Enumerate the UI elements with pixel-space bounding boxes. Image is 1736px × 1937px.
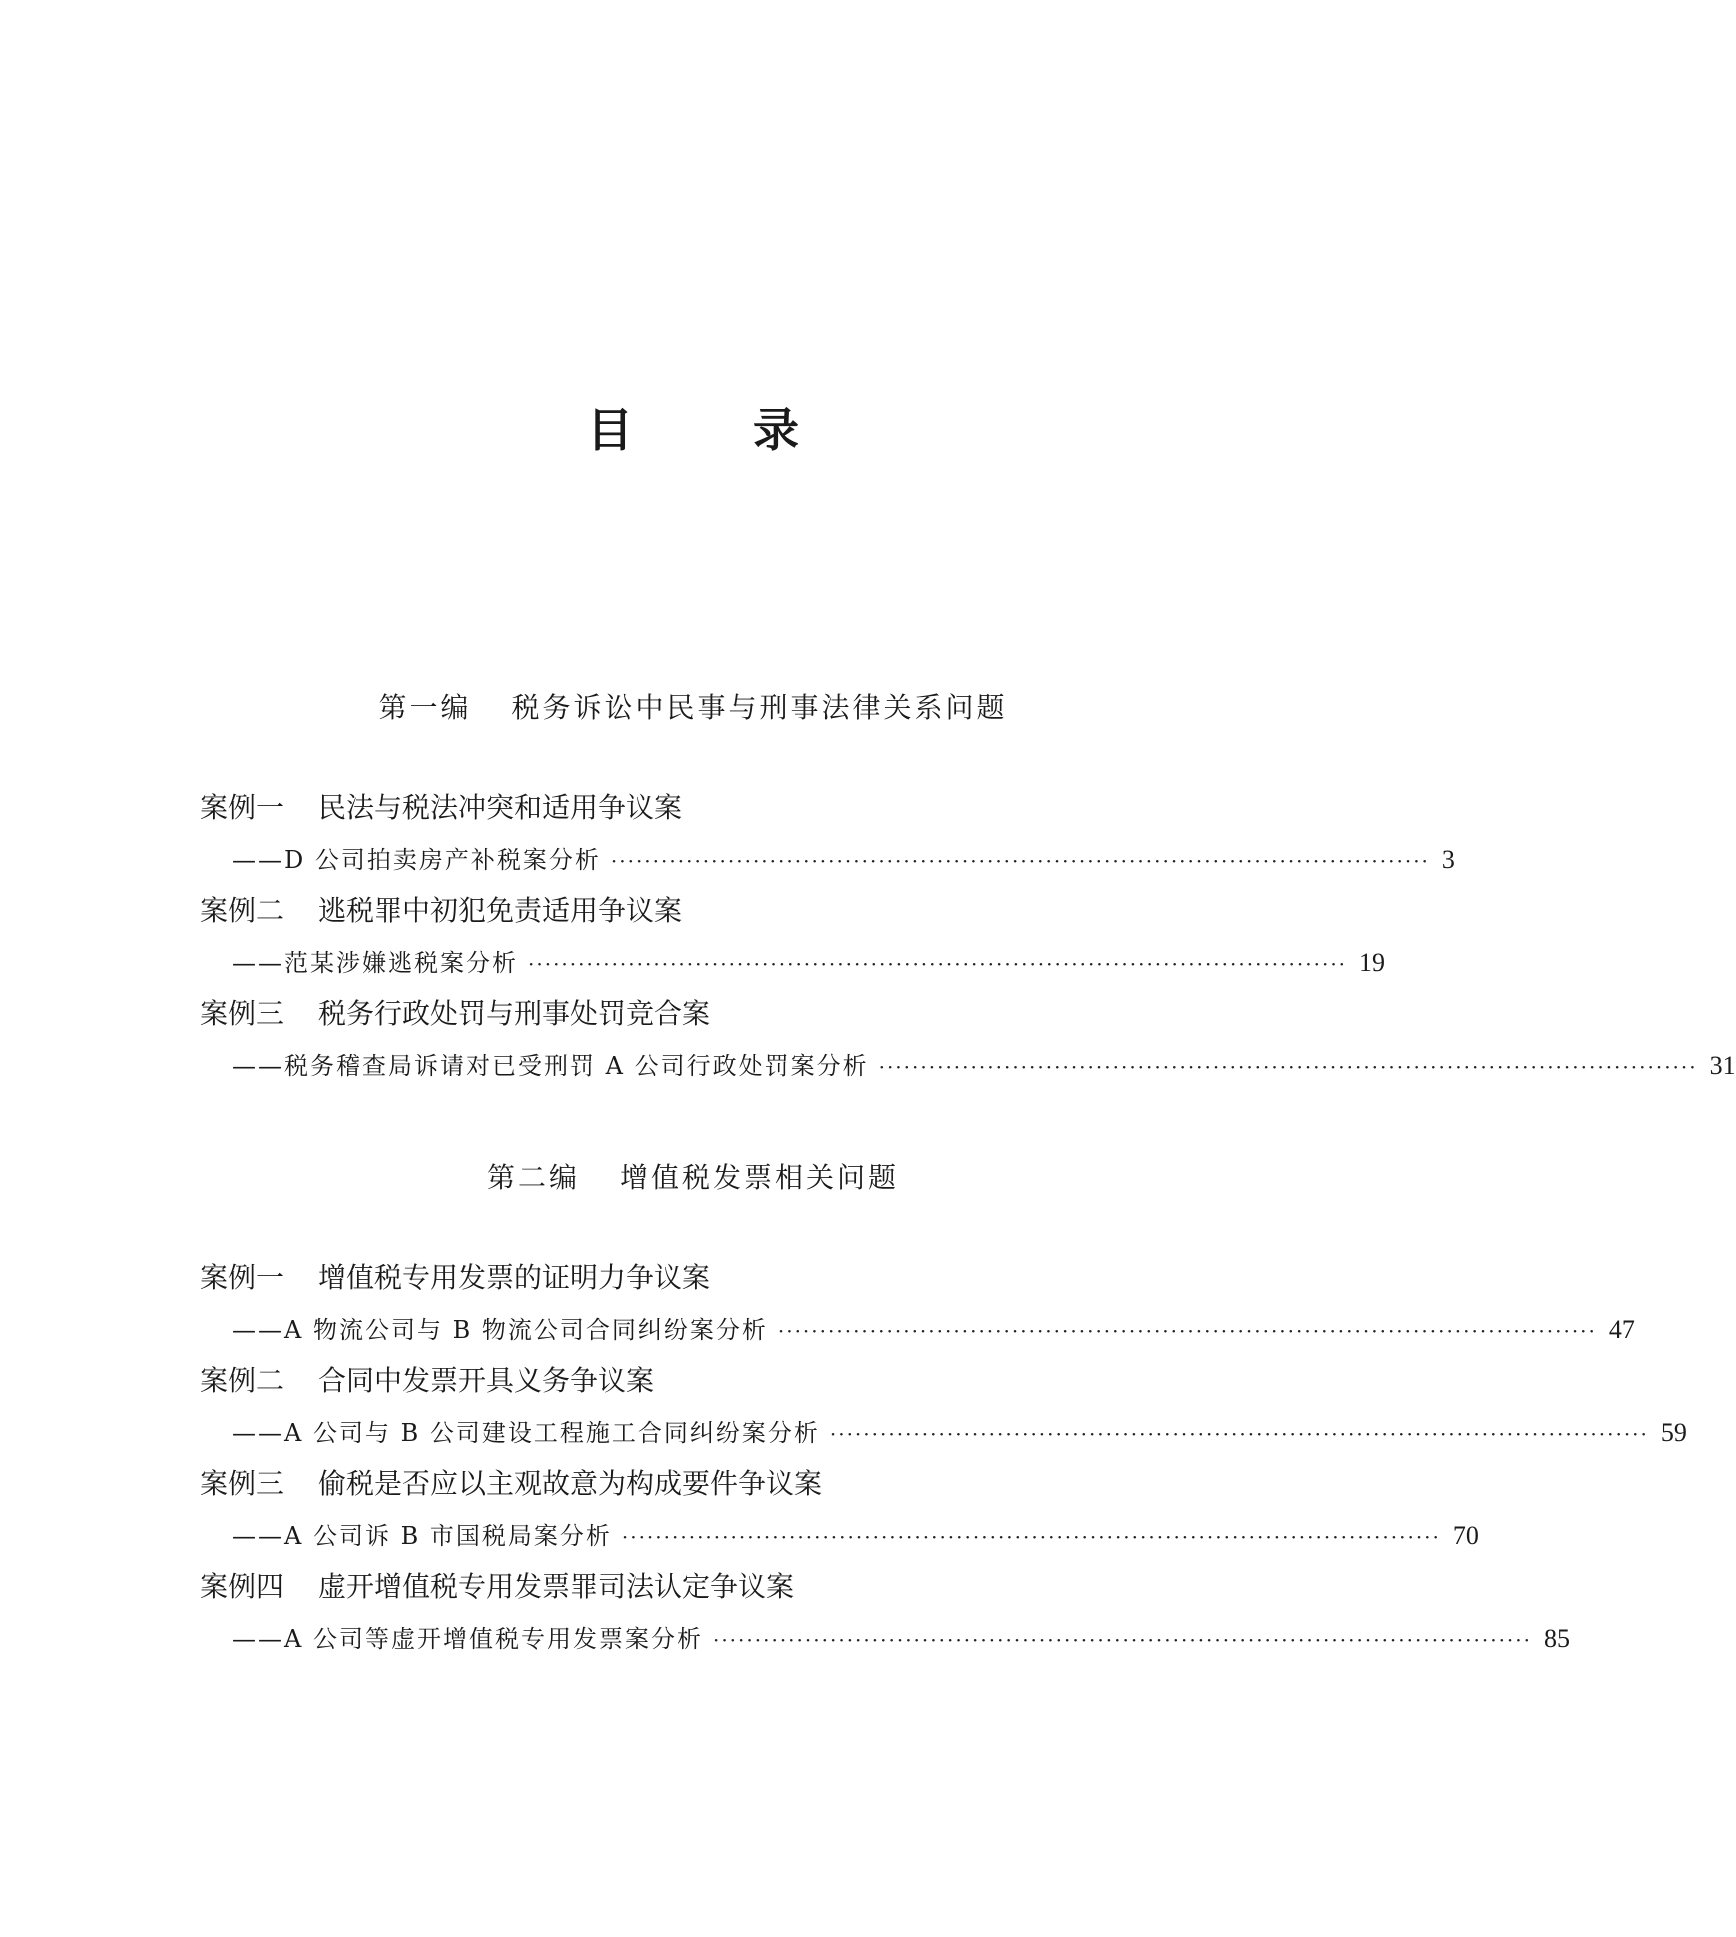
case-title: 逃税罪中初犯免责适用争议案 bbox=[318, 894, 683, 927]
case-title: 偷税是否应以主观故意为构成要件争议案 bbox=[318, 1467, 823, 1500]
toc-entry[interactable] bbox=[200, 996, 1736, 1082]
case-number: 案例二 bbox=[200, 1364, 285, 1397]
part-title: 税务诉讼中民事与刑事法律关系问题 bbox=[511, 691, 1008, 724]
dot-leader: ·································································································· bbox=[829, 1422, 1649, 1446]
case-heading bbox=[200, 893, 1200, 929]
page-number: 19 bbox=[1359, 948, 1386, 977]
part-heading-1 bbox=[0, 690, 1386, 726]
case-title: 合同中发票开具义务争议案 bbox=[318, 1364, 655, 1397]
part-number: 第二编 bbox=[486, 1161, 580, 1194]
case-heading bbox=[200, 1466, 1200, 1502]
page-number: 3 bbox=[1441, 845, 1455, 874]
page-number: 85 bbox=[1544, 1624, 1570, 1653]
toc-entry[interactable] bbox=[200, 1569, 1570, 1655]
dot-leader: ·································································································· bbox=[878, 1055, 1698, 1079]
case-heading bbox=[200, 790, 1200, 826]
case-subtitle: ——A 公司诉 B 市国税局案分析 bbox=[232, 1522, 612, 1550]
case-subtitle: ——D 公司拍卖房产补税案分析 bbox=[232, 846, 601, 874]
dot-leader: ·································································································· bbox=[528, 952, 1348, 976]
toc-entry[interactable] bbox=[200, 1260, 1635, 1346]
case-heading bbox=[200, 1260, 1200, 1296]
case-heading bbox=[200, 1363, 1200, 1399]
case-subtitle: ——A 公司与 B 公司建设工程施工合同纠纷案分析 bbox=[232, 1419, 820, 1447]
toc-entry[interactable] bbox=[200, 893, 1386, 979]
dot-leader: ·································································································· bbox=[610, 849, 1430, 873]
part-title: 增值税发票相关问题 bbox=[620, 1161, 900, 1194]
page-number: 47 bbox=[1608, 1315, 1635, 1344]
page-number: 31 bbox=[1709, 1051, 1736, 1080]
case-number: 案例三 bbox=[200, 1467, 285, 1500]
toc-entry[interactable] bbox=[200, 790, 1455, 876]
case-number: 案例一 bbox=[200, 791, 285, 824]
case-subtitle-row bbox=[232, 947, 1386, 979]
dot-leader: ·································································································· bbox=[712, 1628, 1532, 1652]
case-title: 增值税专用发票的证明力争议案 bbox=[318, 1261, 711, 1294]
case-number: 案例一 bbox=[200, 1261, 285, 1294]
toc-entry[interactable] bbox=[200, 1466, 1479, 1552]
case-title: 税务行政处罚与刑事处罚竞合案 bbox=[318, 997, 711, 1030]
case-subtitle: ——税务稽查局诉请对已受刑罚 A 公司行政处罚案分析 bbox=[232, 1052, 869, 1080]
case-title: 虚开增值税专用发票罪司法认定争议案 bbox=[318, 1570, 795, 1603]
case-number: 案例三 bbox=[200, 997, 285, 1030]
case-subtitle-row bbox=[232, 1520, 1479, 1552]
part-heading-2 bbox=[0, 1160, 1386, 1196]
case-subtitle-row bbox=[232, 1050, 1736, 1082]
case-subtitle: ——范某涉嫌逃税案分析 bbox=[232, 949, 518, 977]
dot-leader: ·································································································· bbox=[621, 1525, 1441, 1549]
page-title: 目 录 bbox=[586, 403, 851, 457]
case-subtitle: ——A 公司等虚开增值税专用发票案分析 bbox=[232, 1625, 703, 1653]
case-subtitle: ——A 物流公司与 B 物流公司合同纠纷案分析 bbox=[232, 1316, 768, 1344]
case-heading bbox=[200, 996, 1200, 1032]
case-heading bbox=[200, 1569, 1200, 1605]
part-number: 第一编 bbox=[378, 691, 472, 724]
case-number: 案例四 bbox=[200, 1570, 285, 1603]
case-subtitle-row bbox=[232, 1417, 1687, 1449]
dot-leader: ·································································································· bbox=[777, 1319, 1597, 1343]
case-subtitle-row bbox=[232, 1623, 1570, 1655]
case-subtitle-row bbox=[232, 844, 1455, 876]
page-number: 70 bbox=[1452, 1521, 1479, 1550]
page-number: 59 bbox=[1660, 1418, 1687, 1447]
toc-entry[interactable] bbox=[200, 1363, 1687, 1449]
case-subtitle-row bbox=[232, 1314, 1635, 1346]
case-title: 民法与税法冲突和适用争议案 bbox=[318, 791, 683, 824]
case-number: 案例二 bbox=[200, 894, 285, 927]
